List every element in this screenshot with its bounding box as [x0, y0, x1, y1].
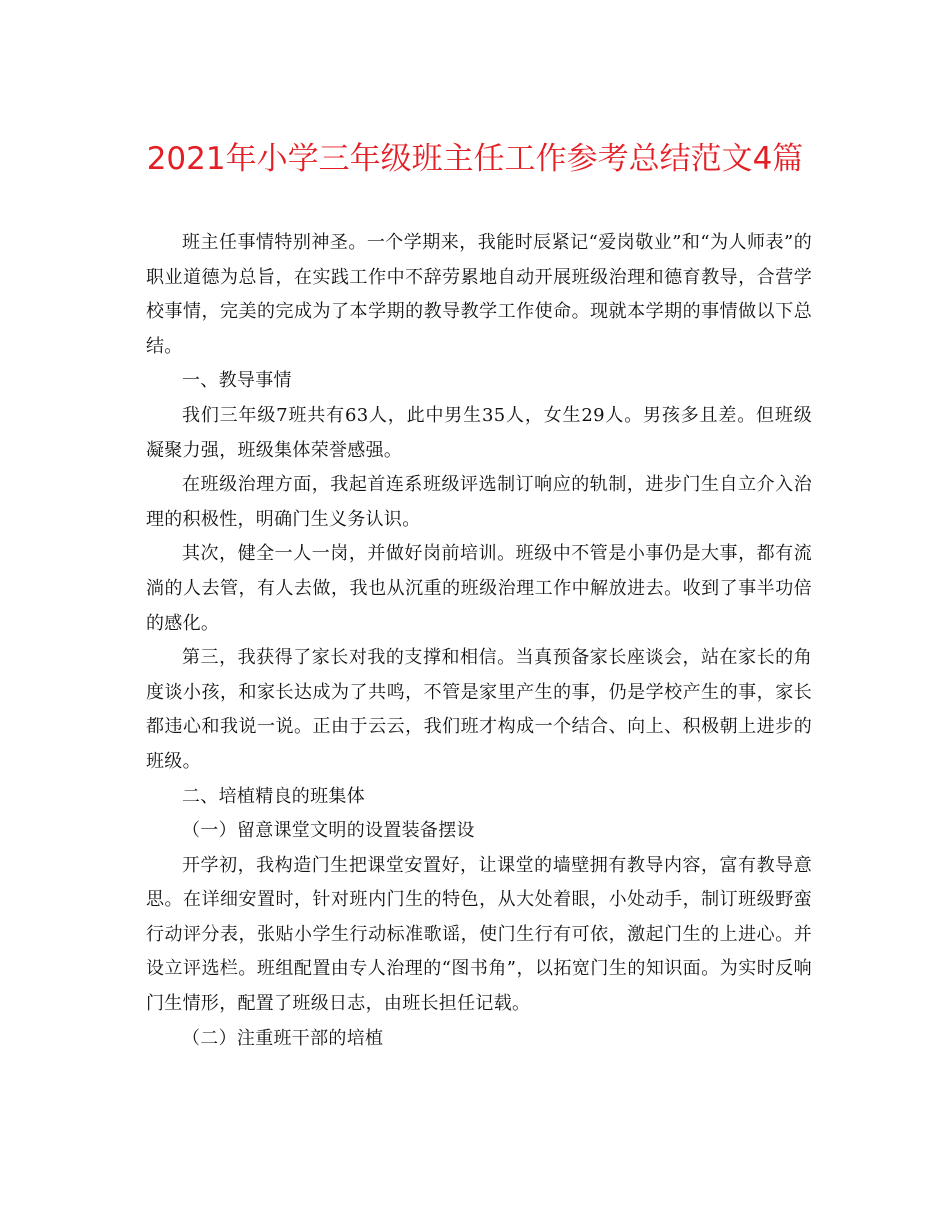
- subsection-heading-2: （二）注重班干部的培植: [182, 1027, 384, 1049]
- paragraph-classroom: 开学初，我构造门生把课堂安置好，让课堂的墙壁拥有教导内容，富有教导意思。在详细安置时，针对班内门生的特色，从大处着眼，小处动手，制订班级野蛮行动评分表，张贴小学生行动标准歌谣，使门生行有可依，激起门生的上进心。并设立评选栏。班组配置由专人治理的“图书角”，以拓宽门生的知识面。为实时反响门生情形，配置了班级日志，由班长担任记载。: [146, 854, 812, 1015]
- section-heading-2: 二、培植精良的班集体: [182, 785, 365, 807]
- document-body: [146, 226, 812, 1056]
- intro-paragraph: 班主任事情特别神圣。一个学期来，我能时辰紧记“爱岗敬业”和“为人师表”的职业道德为总旨，在实践工作中不辞劳累地自动开展班级治理和德育教导，合营学校事情，完美的完成为了本学期的教导教学工作使命。现就本学期的事情做以下总结。: [146, 232, 812, 357]
- subsection-heading-1: （一）留意课堂文明的设置装备摆设: [182, 820, 475, 842]
- paragraph-management: 在班级治理方面，我起首连系班级评选制订响应的轨制，进步门生自立介入治理的积极性，明确门生义务认识。: [146, 474, 812, 530]
- section-heading-1: 一、教导事情: [182, 370, 292, 392]
- paragraph-class-info: 我们三年级7班共有63人，此中男生35人，女生29人。男孩多且差。但班级凝聚力强，班级集体荣誉感强。: [146, 404, 812, 461]
- paragraph-parents: 第三，我获得了家长对我的支撑和相信。当真预备家长座谈会，站在家长的角度谈小孩，和家长达成为了共鸣，不管是家里产生的事，仍是学校产生的事，家长都违心和我说一说。正由于云云，我们班才构成一个结合、向上、积极朝上进步的班级。: [146, 647, 812, 772]
- paragraph-roles: 其次，健全一人一岗，并做好岗前培训。班级中不管是小事仍是大事，都有流淌的人去管，有人去做，我也从沉重的班级治理工作中解放进去。收到了事半功倍的感化。: [146, 543, 812, 634]
- document-title: 2021年小学三年级班主任工作参考总结范文4篇: [146, 141, 804, 177]
